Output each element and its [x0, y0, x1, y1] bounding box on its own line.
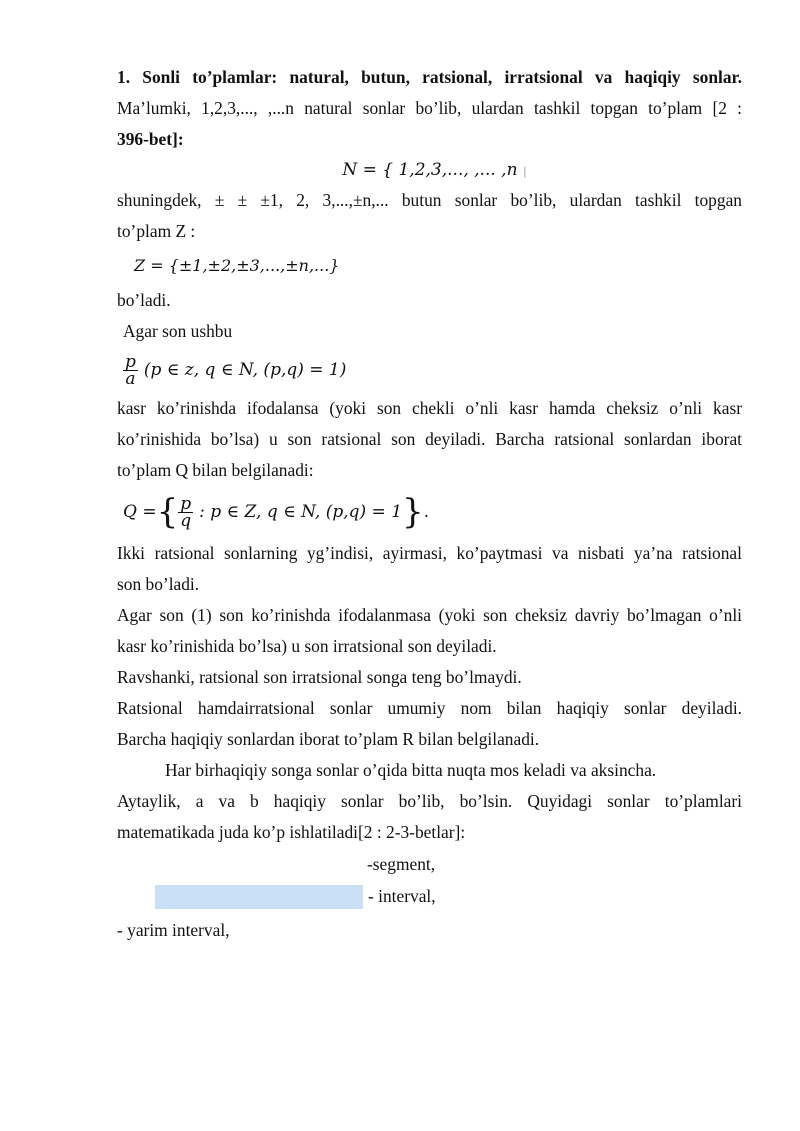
fraction-numerator: p: [180, 493, 192, 514]
para-boladi: bo’ladi.: [117, 290, 171, 310]
set-q-condition: : p ∈ Z, q ∈ N, (p,q) = 1: [199, 501, 403, 522]
interval-label: - interval,: [368, 886, 436, 906]
half-interval-line: - yarim interval,: [117, 920, 230, 940]
document-page: [117, 62, 742, 946]
para-rational-line2: ko’rinishida bo’lsa) u son ratsional son deyiladi. Barcha ratsional sonlardan iborat: [117, 429, 742, 449]
set-q-lhs: Q =: [123, 501, 157, 522]
para-rational-line1: kasr ko’rinishda ifodalansa (yoki son chekli o’nli kasr hamda cheksiz o’nli kasr: [117, 398, 742, 418]
para-irrational-line1: Agar son (1) son ko’rinishda ifodalanmasa (yoki son cheksiz davriy bo’lmagan o’nli: [117, 605, 742, 625]
interval-line: [117, 881, 742, 915]
para-agar-son: Agar son ushbu: [123, 321, 233, 341]
para-sum-line2: son bo’ladi.: [117, 574, 200, 594]
equation-fraction-condition: [117, 347, 742, 393]
fraction-denominator: q: [180, 510, 192, 531]
para-irrational-line2: kasr ko’rinishida bo’lsa) u son irratsional son deyiladi.: [117, 636, 497, 656]
segment-line: -segment,: [367, 854, 436, 874]
fraction-p-over-q: [178, 493, 193, 531]
fraction-numerator: p: [125, 351, 136, 372]
fraction-condition: (p ∈ z, q ∈ N, (p,q) = 1): [143, 359, 347, 380]
para-sum-line1: Ikki ratsional sonlarning yg’indisi, ayirmasi, ko’paytmasi va nisbati ya’na ratsional: [117, 543, 742, 563]
para-natural-line1: Ma’lumki, 1,2,3,..., ,...n natural sonlar bo’lib, ulardan tashkil topgan to’plam [2 :: [117, 98, 742, 118]
para-number-line: Har birhaqiqiy songa sonlar o’qida bitta nuqta mos keladi va aksincha.: [165, 760, 657, 780]
para-integers-line1: shuningdek, ± ± ±1, 2, 3,...,±n,... butun sonlar bo’lib, ulardan tashkil topgan: [117, 190, 742, 210]
para-natural-line2: 396-bet]:: [117, 129, 184, 149]
fraction-p-over-a: [123, 351, 138, 389]
left-brace: {: [156, 492, 179, 532]
highlight-box: [155, 885, 363, 909]
section-heading: 1. Sonli to’plamlar: natural, butun, ratsional, irratsional va haqiqiy sonlar.: [117, 67, 742, 87]
para-aytaylik-line1: Aytaylik, a va b haqiqiy sonlar bo’lib, bo’lsin. Quyidagi sonlar to’plamlari: [117, 791, 742, 811]
para-integers-line2: to’plam Z :: [117, 221, 196, 241]
para-rational-line3: to’plam Q bilan belgilanadi:: [117, 460, 314, 480]
para-real-line1: Ratsional hamdairratsional sonlar umumiy nom bilan haqiqiy sonlar deyiladi.: [117, 698, 742, 718]
equation-rational-set: [117, 486, 742, 538]
equation-integer-set: Z = {±1,±2,±3,...,±n,...}: [134, 256, 340, 275]
bracket-mark: |: [522, 165, 527, 178]
equation-natural-set: N = { 1,2,3,..., ,... ,n |: [342, 160, 527, 180]
para-ravshanki: Ravshanki, ratsional son irratsional songa teng bo’lmaydi.: [117, 667, 522, 687]
set-q-period: .: [423, 501, 430, 522]
fraction-denominator: a: [125, 368, 136, 389]
right-brace: }: [402, 492, 424, 532]
para-real-line2: Barcha haqiqiy sonlardan iborat to’plam R bilan belgilanadi.: [117, 729, 540, 749]
para-aytaylik-line2: matematikada juda ko’p ishlatiladi[2 : 2-3-betlar]:: [117, 822, 466, 842]
